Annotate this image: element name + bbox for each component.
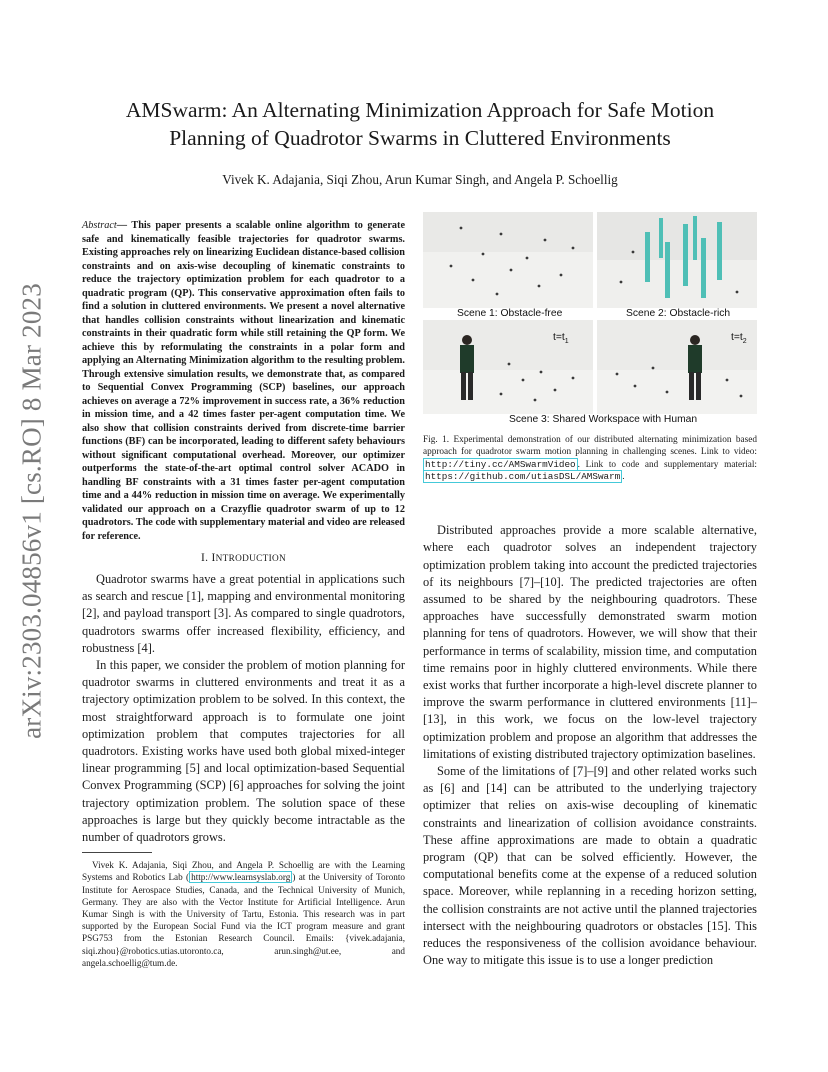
title-line-1: AMSwarm: An Alternating Minimization Approach for Safe Motion <box>125 98 715 122</box>
section-heading-introduction <box>82 552 405 564</box>
caption-text-c: . <box>622 471 625 482</box>
footnote-text-b: ) at the University of Toronto Institute for Aerospace Studies, Canada, and the Technical University of Munich, Germany. They are also with the Vector Institute for Artificial Intelligence. Arun Kumar Singh is with the University of Tartu, Estonia. This research was in part supported by the European Social Fund via the ICT program measure and grant PSG753 from the Estonian Research Council. Emails: {vivek.adajania, siqi.zhou}@robotics.utias.utoronto.ca, arun.singh@ut.ee, and angela.schoellig@tum.de. <box>82 872 405 968</box>
author-footnote <box>82 859 405 969</box>
video-link[interactable]: http://tiny.cc/AMSwarmVideo <box>425 458 576 470</box>
code-link[interactable]: https://github.com/utiasDSL/AMSwarm <box>425 470 621 482</box>
abstract <box>82 219 405 543</box>
scene-1-photo <box>423 212 593 308</box>
footnote-text-a: Vivek K. Adajania, Siqi Zhou, and Angela P. Schoellig are with the Learning Systems and Robotics Lab ( <box>82 860 405 883</box>
title-line-2: Planning of Quadrotor Swarms in Cluttered Environments <box>169 126 671 150</box>
section-rest: NTRODUCTION <box>215 554 287 564</box>
t2-subscript: 2 <box>742 338 747 346</box>
t1-text: t=t <box>553 332 565 343</box>
scene-3-label: Scene 3: Shared Workspace with Human <box>509 414 698 425</box>
scene-1-label: Scene 1: Obstacle-free <box>457 308 563 319</box>
section-first-letter: I <box>211 552 216 564</box>
arxiv-stamp-text: arXiv:2303.04856v1 [cs.RO] 8 Mar 2023 <box>16 283 47 739</box>
left-column <box>82 219 405 969</box>
caption-text-b: . Link to code and supplementary material: <box>577 459 757 470</box>
section-numeral: I. <box>200 552 212 564</box>
t2-text: t=t <box>731 332 743 343</box>
arxiv-stamp <box>2 283 62 739</box>
intro-paragraph-1: Quadrotor swarms have a great potential in applications such as search and rescue [1], mapping and environmental monitoring [2], and payload transport [3]. As compared to single quadrotors, quadrotors swarms offer increased flexibility, efficiency, and robustness [4]. <box>82 572 405 655</box>
right-column <box>423 212 757 969</box>
abstract-text: This paper presents a scalable online algorithm to generate safe and kinematically feasible trajectories for quadrotor swarms. Existing approaches rely on linearizing Euclidean distance-based collision constraints and on axis-wise decoupling of kinematic constraints to reduce the trajectory optimization problem for each quadrotor to a quadratic program (QP). This conservative approximation often fails to find a solution in cluttered environments. We present a novel alternative that handles collision constraints without linearization and kinematic constraints in their quadratic form while still retaining the QP form. We achieve this by reformulating the constraints in a polar form and applying an Alternating Minimization algorithm to the resulting problem. Through extensive simulation results, we demonstrate that, as compared to Sequential Convex Programming (SCP) baselines, our approach achieves on average a 72% improvement in success rate, a 36% reduction in mission time, and a 42 times faster per-agent computation time. We also show that collision constraints derived from discrete-time barrier functions (BF) can be incorporated, leading to different safety behaviours without significant computational overhead. Moreover, our optimizer outperforms the state-of-the-art optimal control solver ACADO in handling BF constraints with a 31 times faster per-agent computation time and a 44% reduction in mission time on average. We experimentally validated our approach on a Crazyflie quadrotor swarm of up to 12 quadrotors. The code with supplementary material and video are released for reference. <box>82 220 405 542</box>
right-paragraph-1: Distributed approaches provide a more scalable alternative, where each quadrotor solves an independent trajectory optimization problem taking into account the predicted trajectories of its neighbours [7]–[10]. The predicted trajectories are often assumed to be shared by the neighbouring quadrotors. These approaches have successfully demonstrated swarm motion planning for tens of quadrotors. However, we will show that their performance in terms of scalability, mission time, and computation time remains poor in highly cluttered environments. While there exist works that further incorporate a high-level discrete planner to improve the swarm performance in cluttered environments [11]–[13], in this work, we focus on the low-level trajectory optimization problem and propose an algorithm that addresses the limitations of existing distributed trajectory optimization baselines. <box>423 523 757 761</box>
figure-1-caption <box>423 434 757 483</box>
author-list: Vivek K. Adajania, Siqi Zhou, Arun Kumar Singh, and Angela P. Schoellig <box>222 172 618 187</box>
right-paragraph-2: Some of the limitations of [7]–[9] and other related works such as [6] and [14] can be attributed to the underlying trajectory optimizer that relies on axis-wise decoupling of kinematic constraints and linearization of collision avoidance constraints. These affine approximations are made to obtain a quadratic program (QP) that can be solved efficiently. However, the computational benefits come at the expense of a reduced solution space. Moreover, while replanning in a receding horizon setting, the collision constraints are not active until the planned trajectories intersect with the neighbouring quadrotors or obstacles [15]. This reduces the responsiveness of the collision avoidance behaviour. One way to mitigate this issue is to use a longer prediction <box>423 764 757 968</box>
footnote-rule <box>82 852 152 853</box>
caption-text-a: Fig. 1. Experimental demonstration of our distributed alternating minimization based approach for quadrotor swarm motion planning in challenging scenes. Link to video: <box>423 435 757 458</box>
t1-subscript: 1 <box>564 338 569 346</box>
time-label-t2 <box>731 332 747 345</box>
abstract-sep: — <box>116 220 132 231</box>
scene-2-photo <box>597 212 757 308</box>
lab-link[interactable]: http://www.learnsyslab.org <box>191 872 291 883</box>
paper-title <box>70 96 770 152</box>
abstract-lead: Abstract <box>82 220 117 231</box>
scene-2-label: Scene 2: Obstacle-rich <box>626 308 731 319</box>
intro-paragraph-2: In this paper, we consider the problem of motion planning for quadrotor swarms in cluttered environments and treat it as a trajectory optimization problem to be solved. In this context, the most straightforward approach is to formulate one joint optimization problem that computes trajectories for all quadrotors. Existing works have used both global mixed-integer linear programming [5] and local optimization-based Sequential Convex Programming (SCP) [6] approaches for solving the joint trajectory optimization problem. The solution space of these approaches is large but they quickly become intractable as the number of quadrotors grows. <box>82 658 405 845</box>
figure-1 <box>423 212 757 425</box>
time-label-t1 <box>553 332 569 345</box>
